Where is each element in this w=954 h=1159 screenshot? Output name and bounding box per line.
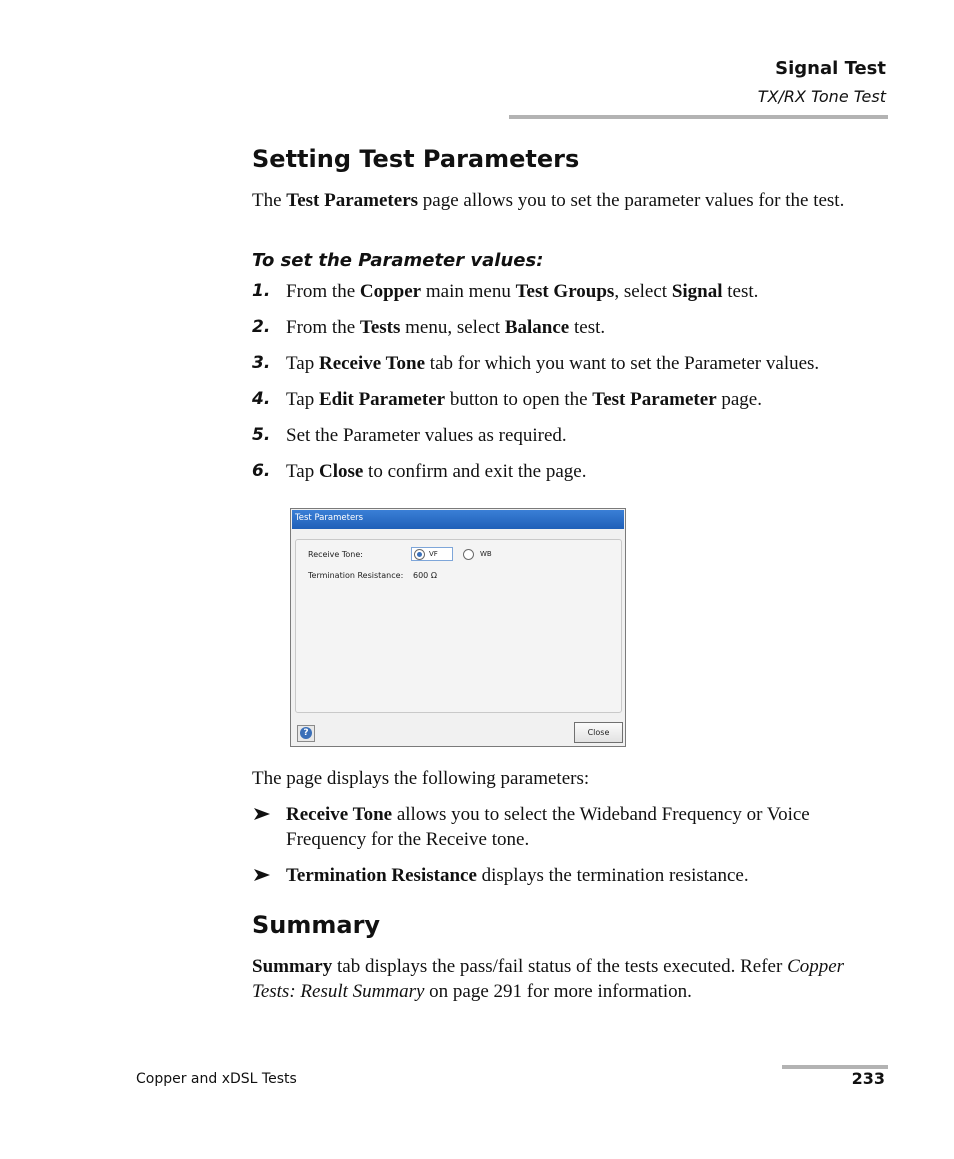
- intro-paragraph: [252, 188, 892, 213]
- cross-reference-link[interactable]: Copper Tests: Result Summary: [252, 956, 845, 1002]
- receive-tone-label: Receive Tone:: [308, 550, 363, 559]
- parameters-panel: [295, 539, 622, 713]
- running-header-title: Signal Test: [775, 58, 886, 79]
- step-number: 3.: [252, 353, 271, 373]
- help-button[interactable]: [297, 725, 315, 742]
- step-number: 6.: [252, 461, 271, 481]
- step-text: Tap Receive Tone tab for which you want to set the Parameter values.: [286, 353, 820, 374]
- step-text: Tap Edit Parameter button to open the Test Parameter page.: [286, 389, 762, 410]
- running-header-subtitle: TX/RX Tone Test: [757, 87, 886, 106]
- arrow-bullet-icon: [252, 804, 272, 824]
- test-parameters-dialog: [290, 508, 626, 747]
- step-text: From the Copper main menu Test Groups, select Signal test.: [286, 281, 759, 302]
- page-number: 233: [851, 1069, 885, 1088]
- step-text: From the Tests menu, select Balance test.: [286, 317, 606, 338]
- text: page allows you to set the parameter values for the test.: [418, 190, 845, 211]
- step-number: 2.: [252, 317, 271, 337]
- wb-radio-button[interactable]: [463, 549, 474, 560]
- step-number: 4.: [252, 389, 271, 409]
- dialog-title: Test Parameters: [295, 513, 364, 523]
- arrow-bullet-icon: [252, 865, 272, 885]
- parameters-intro: The page displays the following parameters:: [252, 768, 590, 789]
- summary-paragraph: Summary tab displays the pass/fail status of the tests executed. Refer Copper Tests: Result Summary on page 291 for more information.: [252, 956, 845, 1002]
- dialog-titlebar: [292, 510, 624, 529]
- vf-option-label: VF: [429, 550, 438, 558]
- close-button[interactable]: Close: [574, 722, 623, 743]
- step-number: 5.: [252, 425, 271, 445]
- footer-title: Copper and xDSL Tests: [136, 1071, 297, 1087]
- procedure-title: To set the Parameter values:: [252, 250, 544, 271]
- header-rule: [509, 115, 888, 119]
- section-heading: Setting Test Parameters: [252, 145, 580, 173]
- termination-resistance-value: 600 Ω: [413, 571, 437, 580]
- text: The: [252, 190, 287, 211]
- help-icon: ?: [300, 727, 312, 739]
- step-number: 1.: [252, 281, 271, 301]
- bullet-text: Receive Tone allows you to select the Wideband Frequency or Voice Frequency for the Receive tone.: [286, 804, 810, 850]
- bullet-text: Termination Resistance displays the termination resistance.: [286, 865, 749, 886]
- step-text: Set the Parameter values as required.: [286, 425, 567, 446]
- bold-term: Test Parameters: [286, 190, 419, 211]
- vf-radio-button[interactable]: [414, 549, 425, 560]
- termination-resistance-label: Termination Resistance:: [308, 571, 404, 580]
- step-text: Tap Close to confirm and exit the page.: [286, 461, 587, 482]
- wb-option-label: WB: [480, 550, 492, 558]
- section-heading: Summary: [252, 911, 381, 939]
